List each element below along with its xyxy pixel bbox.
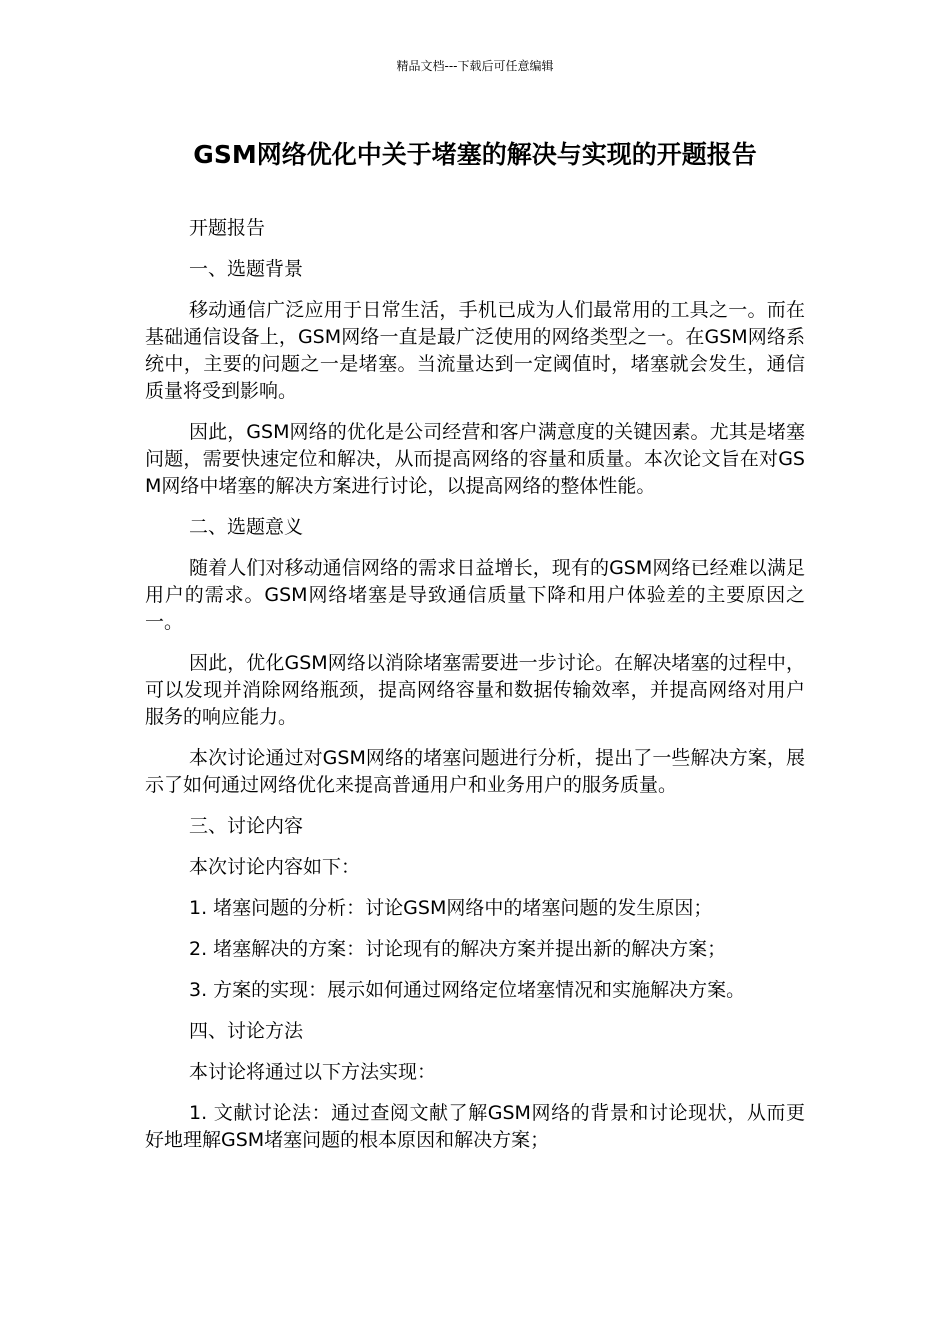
paragraph-significance-1: 随着人们对移动通信网络的需求日益增长，现有的GSM网络已经难以满足用户的需求。GSM网络堵塞是导致通信质量下降和用户体验差的主要原因之一。 <box>145 557 805 633</box>
paragraph-background-1: 移动通信广泛应用于日常生活，手机已成为人们最常用的工具之一。而在基础通信设备上，GSM网络一直是最广泛使用的网络类型之一。在GSM网络系统中，主要的问题之一是堵塞。当流量达到一定阈值时，堵塞就会发生，通信质量将受到影响。 <box>145 299 805 402</box>
paragraph-significance-2: 因此，优化GSM网络以消除堵塞需要进一步讨论。在解决堵塞的过程中，可以发现并消除网络瓶颈，提高网络容量和数据传输效率，并提高网络对用户服务的响应能力。 <box>145 652 805 728</box>
heading-content: 三、讨论内容 <box>189 815 304 837</box>
list-item-method-1: 1. 文献讨论法：通过查阅文献了解GSM网络的背景和讨论现状，从而更好地理解GSM堵塞问题的根本原因和解决方案； <box>145 1102 805 1151</box>
heading-significance: 二、选题意义 <box>189 516 304 538</box>
paragraph-background-2: 因此，GSM网络的优化是公司经营和客户满意度的关键因素。尤其是堵塞问题，需要快速定位和解决，从而提高网络的容量和质量。本次论文旨在对GSM网络中堵塞的解决方案进行讨论，以提高网络的整体性能。 <box>145 421 805 497</box>
heading-report: 开题报告 <box>189 217 266 239</box>
paragraph-significance-3: 本次讨论通过对GSM网络的堵塞问题进行分析，提出了一些解决方案，展示了如何通过网络优化来提高普通用户和业务用户的服务质量。 <box>145 747 805 796</box>
document-title: GSM网络优化中关于堵塞的解决与实现的开题报告 <box>193 140 757 169</box>
list-item-content-1: 1. 堵塞问题的分析：讨论GSM网络中的堵塞问题的发生原因； <box>189 897 713 919</box>
paragraph-method-intro: 本讨论将通过以下方法实现： <box>189 1061 437 1083</box>
heading-background: 一、选题背景 <box>189 258 304 280</box>
list-item-content-3: 3. 方案的实现：展示如何通过网络定位堵塞情况和实施解决方案。 <box>189 979 746 1001</box>
paragraph-content-intro: 本次讨论内容如下： <box>189 856 361 878</box>
document-body <box>145 215 805 1168</box>
page-header: 精品文档---下载后可任意编辑 <box>396 59 554 73</box>
list-item-content-2: 2. 堵塞解决的方案：讨论现有的解决方案并提出新的解决方案； <box>189 938 727 960</box>
heading-method: 四、讨论方法 <box>189 1020 304 1042</box>
